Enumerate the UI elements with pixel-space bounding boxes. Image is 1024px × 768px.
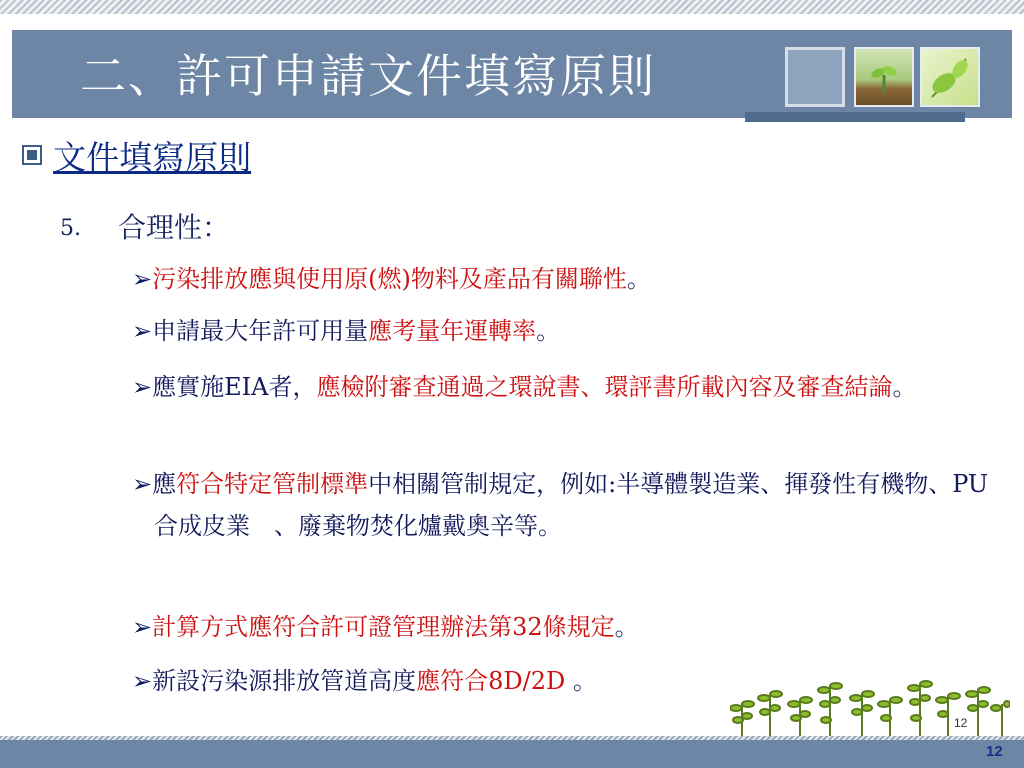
point-text: 應檢附審查通過之環說書、環評書所載內容及審查結論 bbox=[316, 373, 893, 401]
arrow-bullet-icon: ➢ bbox=[132, 373, 153, 401]
arrow-bullet-icon: ➢ bbox=[132, 317, 153, 345]
point-text: 新設污染源排放管道高度 bbox=[152, 667, 417, 695]
point-text: 。 bbox=[536, 317, 561, 345]
point-text: 中相關管制規定，例如:半導體製造業、揮發性有機物、PU合成皮業 、廢棄物焚化爐戴奧辛等。 bbox=[154, 470, 989, 540]
point-text: 。 bbox=[614, 613, 639, 641]
point-text: 。 bbox=[892, 373, 917, 401]
point-text: 應考量年運轉率 bbox=[368, 317, 537, 345]
point-text: 申請最大年許可用量 bbox=[152, 317, 369, 345]
point-text: 污染排放應與使用原(燃)物料及產品有關聯性 bbox=[152, 265, 627, 293]
arrow-bullet-icon: ➢ bbox=[132, 667, 153, 695]
bullet-point bbox=[132, 310, 994, 352]
sprouts-row-icon bbox=[730, 670, 1010, 740]
point-text: 應實施EIA者， bbox=[152, 373, 317, 401]
point-text: 計算方式應符合許可證管理辦法第32條規定 bbox=[152, 613, 615, 641]
leaf-photo-icon bbox=[920, 47, 980, 107]
arrow-bullet-icon: ➢ bbox=[132, 265, 153, 293]
item-number: 5. bbox=[60, 216, 81, 241]
bullet-point bbox=[132, 463, 994, 547]
point-text: 符合特定管制標準 bbox=[176, 470, 369, 498]
square-bullet-icon bbox=[22, 145, 42, 165]
page-number: 12 bbox=[986, 743, 1003, 760]
header-tab-strip bbox=[745, 112, 965, 122]
page-number-small: 12 bbox=[954, 716, 968, 730]
bullet-point bbox=[132, 606, 994, 648]
point-text: 應 bbox=[152, 470, 177, 498]
bullet-point bbox=[132, 258, 994, 300]
footer-band bbox=[0, 740, 1024, 768]
top-hatch-border bbox=[0, 0, 1024, 14]
bullet-point bbox=[132, 366, 994, 408]
point-text: 。 bbox=[565, 667, 597, 695]
point-text: 應符合8D/2D bbox=[416, 667, 566, 695]
arrow-bullet-icon: ➢ bbox=[132, 613, 153, 641]
section-heading bbox=[22, 132, 251, 179]
point-text: 。 bbox=[626, 265, 651, 293]
item-title: 合理性： bbox=[118, 211, 231, 244]
arrow-bullet-icon: ➢ bbox=[132, 470, 153, 498]
section-heading-text: 文件填寫原則 bbox=[53, 138, 252, 177]
sprout-photo-icon bbox=[854, 47, 914, 107]
slide-title: 二、許可申請文件填寫原則 bbox=[80, 49, 656, 103]
square-outline-icon bbox=[785, 47, 845, 107]
